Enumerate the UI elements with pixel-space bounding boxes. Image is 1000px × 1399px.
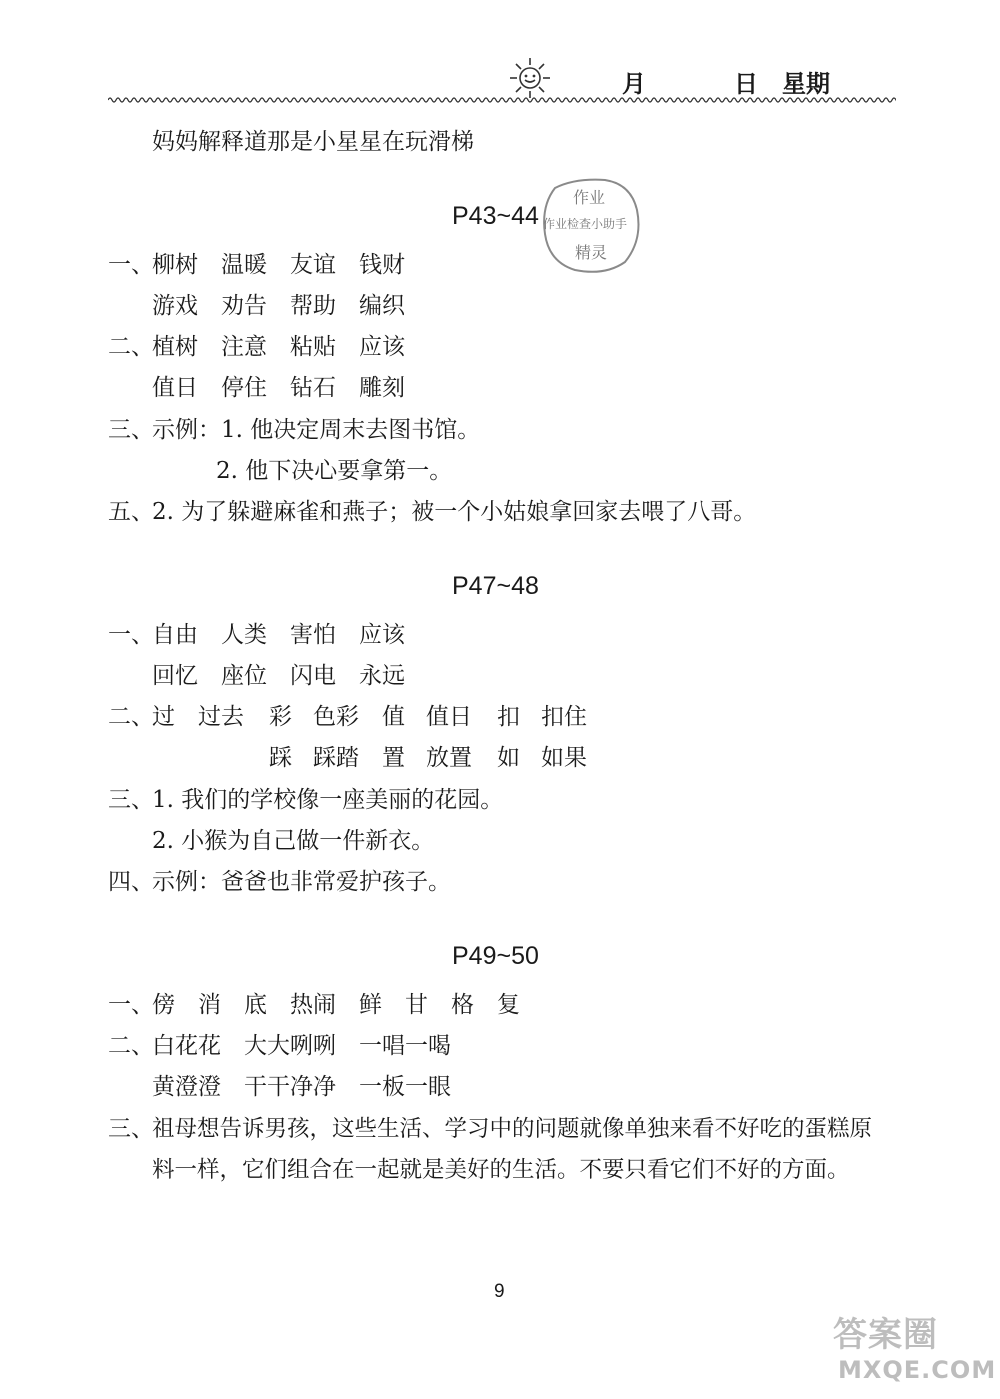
answer-word: 编织 xyxy=(359,293,405,319)
answer-sentence: 示例：爸爸也非常爱护孩子。 xyxy=(152,869,451,895)
stamp-line1: 作业 xyxy=(573,188,606,207)
answer-sentence: 2. 他下决心要拿第一。 xyxy=(216,458,453,484)
answer-word: 钱财 xyxy=(359,252,405,278)
header-weekday: 星期 xyxy=(782,70,830,98)
question-label: 二、 xyxy=(108,1033,154,1059)
answer-word: 友谊 xyxy=(290,252,336,278)
answer-word: 干干净净 xyxy=(244,1074,336,1100)
answer-word: 帮助 xyxy=(290,293,336,319)
answer-word: 闪电 xyxy=(290,663,336,689)
answer-word: 如果 xyxy=(541,745,587,771)
answer-word: 色彩 xyxy=(313,704,359,730)
answer-word: 植树 xyxy=(152,334,198,360)
answer-word: 如 xyxy=(497,745,520,771)
answer-word: 甘 xyxy=(405,992,428,1018)
question-label: 四、 xyxy=(108,869,154,895)
answer-word: 鲜 xyxy=(359,992,382,1018)
answer-sentence: 2. 小猴为自己做一件新衣。 xyxy=(152,828,435,854)
answer-word: 值日 xyxy=(152,375,198,401)
answer-word: 傍 xyxy=(152,992,175,1018)
answer-word: 置 xyxy=(382,745,405,771)
answer-word: 雕刻 xyxy=(359,375,405,401)
answer-word: 过 xyxy=(152,704,175,730)
answer-word: 热闹 xyxy=(290,992,336,1018)
answer-word: 钻石 xyxy=(290,375,336,401)
answer-word: 放置 xyxy=(426,745,472,771)
answer-word: 白花花 xyxy=(152,1033,221,1059)
answer-sentence: 示例：1. 他决定周末去图书馆。 xyxy=(152,417,481,443)
section-title: P49~50 xyxy=(452,942,539,970)
answer-word: 应该 xyxy=(359,622,405,648)
answer-sentence: 祖母想告诉男孩，这些生活、学习中的问题就像单独来看不好吃的蛋糕原 xyxy=(152,1116,873,1142)
watermark-url: MXQE.COM xyxy=(838,1356,997,1384)
answer-sentence: 2. 为了躲避麻雀和燕子；被一个小姑娘拿回家去喂了八哥。 xyxy=(152,499,757,525)
answer-word: 停住 xyxy=(221,375,267,401)
answer-word: 一板一眼 xyxy=(359,1074,451,1100)
answer-word: 人类 xyxy=(221,622,267,648)
answer-word: 回忆 xyxy=(152,663,198,689)
answer-word: 黄澄澄 xyxy=(152,1074,221,1100)
answer-word: 消 xyxy=(198,992,221,1018)
answer-sentence: 料一样，它们组合在一起就是美好的生活。不要只看它们不好的方面。 xyxy=(152,1157,850,1183)
answer-word: 扣 xyxy=(497,704,520,730)
answer-word: 柳树 xyxy=(152,252,198,278)
question-label: 一、 xyxy=(108,252,154,278)
question-label: 一、 xyxy=(108,622,154,648)
answer-word: 过去 xyxy=(198,704,244,730)
stamp-line3: 精灵 xyxy=(575,243,608,262)
answer-word: 座位 xyxy=(221,663,267,689)
question-label: 五、 xyxy=(108,499,154,525)
answer-word: 值 xyxy=(382,704,405,730)
answer-word: 温暖 xyxy=(221,252,267,278)
question-label: 二、 xyxy=(108,704,154,730)
watermark-brand: 答案圈 xyxy=(833,1315,938,1355)
answer-sentence: 1. 我们的学校像一座美丽的花园。 xyxy=(152,787,504,813)
answer-word: 值日 xyxy=(426,704,472,730)
question-label: 三、 xyxy=(108,1116,154,1142)
question-label: 二、 xyxy=(108,334,154,360)
intro-line: 妈妈解释道那是小星星在玩滑梯 xyxy=(152,129,474,155)
answer-word: 扣住 xyxy=(541,704,587,730)
stamp-line2: 作业检查小助手 xyxy=(543,217,628,231)
question-label: 一、 xyxy=(108,992,154,1018)
question-label: 三、 xyxy=(108,417,154,443)
page-number: 9 xyxy=(494,1281,505,1302)
header-month: 月 xyxy=(622,70,646,98)
answer-word: 游戏 xyxy=(152,293,198,319)
answer-word: 应该 xyxy=(359,334,405,360)
answer-word: 劝告 xyxy=(221,293,267,319)
answer-word: 底 xyxy=(244,992,267,1018)
answer-word: 害怕 xyxy=(290,622,336,648)
answer-word: 永远 xyxy=(359,663,405,689)
answer-word: 复 xyxy=(497,992,520,1018)
answer-word: 格 xyxy=(451,992,474,1018)
answer-word: 粘贴 xyxy=(290,334,336,360)
answer-word: 一唱一喝 xyxy=(359,1033,451,1059)
section-title: P43~44 xyxy=(452,202,539,230)
answer-word: 踩踏 xyxy=(313,745,359,771)
header-wavy-divider xyxy=(108,94,896,106)
answer-word: 自由 xyxy=(152,622,198,648)
answer-word: 大大咧咧 xyxy=(244,1033,336,1059)
answer-word: 注意 xyxy=(221,334,267,360)
question-label: 三、 xyxy=(108,787,154,813)
answer-word: 彩 xyxy=(269,704,292,730)
header-day: 日 xyxy=(734,70,758,98)
section-title: P47~48 xyxy=(452,572,539,600)
answer-word: 踩 xyxy=(269,745,292,771)
